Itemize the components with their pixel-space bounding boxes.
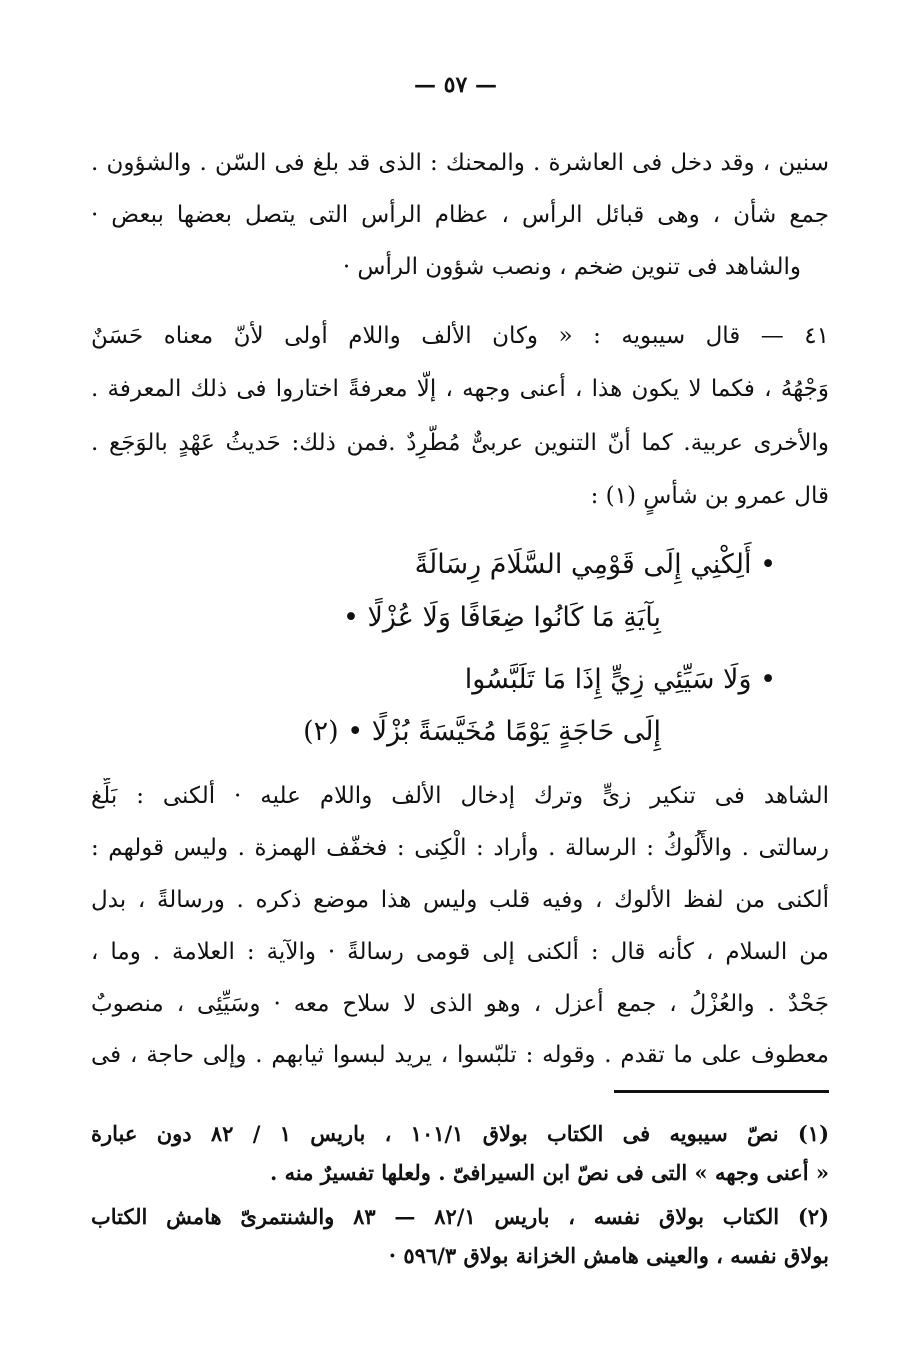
text-line: سنين ، وقد دخل فى العاشرة . والمحنك : الذى قد بلغ فى السّن . والشؤون . bbox=[91, 150, 829, 176]
text-line: ألكنى من لفظ الألوك ، وفيه قلب وليس هذا موضع ذكره . ورسالةً ، بدل bbox=[91, 887, 829, 913]
verse-line: بِآيَةِ مَا كَانُوا ضِعَافًا وَلَا عُزْلًا • bbox=[342, 602, 661, 633]
verse-line: • أَلِكْنِي إِلَى قَوْمِي السَّلَامَ رِسَالَةً bbox=[414, 549, 776, 580]
page-number: — ٥٧ — bbox=[414, 72, 497, 98]
text-line: الشاهد فى تنكير زىٍّ وترك إدخال الألف واللام عليه · ألكنى : بَلِّغ bbox=[91, 783, 829, 809]
text-line: رسالتى . والأَلُوكُ : الرسالة . وأراد : الْكِنى : فخفّف الهمزة . وليس قولهم : bbox=[91, 835, 829, 861]
text-line: وَجْهُهُ ، فكما لا يكون هذا ، أعنى وجهه ، إلّا معرفةً اختاروا فى ذلك المعرفة . bbox=[91, 376, 829, 402]
text-line: جمع شأن ، وهى قبائل الرأس ، عظام الرأس التى يتصل بعضها ببعض · bbox=[91, 202, 829, 228]
text-line: من السلام ، كأنه قال : ألكنى إلى قومى رسالةً · والآية : العلامة . وما ، bbox=[91, 939, 829, 965]
footnote-divider bbox=[614, 1090, 829, 1093]
text-line: قال عمرو بن شأسٍ (١) : bbox=[590, 483, 829, 509]
verse-line: إِلَى حَاجَةٍ يَوْمًا مُخَيَّسَةً بُزْلًا • (٢) bbox=[303, 716, 661, 747]
footnote-line: (٢) الكتاب بولاق نفسه ، باريس ٨٢/١ — ٨٣ والشنتمرىّ هامش الكتاب bbox=[91, 1204, 829, 1229]
footnote-line: (١) نصّ سيبويه فى الكتاب بولاق ١٠١/١ ، باريس ١ / ٨٢ دون عبارة bbox=[91, 1121, 829, 1146]
footnote-line: بولاق نفسه ، والعينى هامش الخزانة بولاق ٥٩٦/٣ · bbox=[388, 1243, 829, 1268]
footnote-line: « أعنى وجهه » التى فى نصّ ابن السيرافىّ . ولعلها تفسيرٌ منه . bbox=[270, 1160, 829, 1185]
text-line: جَحْدٌ . والعُزْلُ ، جمع أعزل ، وهو الذى لا سلاح معه · وسَيِّئِى ، منصوبٌ bbox=[91, 991, 829, 1017]
text-line: والأخرى عربية. كما أنّ التنوين عربىٌّ مُطّرِدٌ .فمن ذلك: حَديثُ عَهْدٍ بالوَجَع . bbox=[91, 430, 829, 456]
verse-line: • وَلَا سَيِّئِي زِيٍّ إِذَا مَا تَلَبَّسُوا bbox=[464, 664, 776, 695]
text-line: ٤١ — قال سيبويه : « وكان الألف واللام أولى لأنّ معناه حَسَنٌ bbox=[91, 323, 829, 349]
text-line: معطوف على ما تقدم . وقوله : تلبّسوا ، يريد لبسوا ثيابهم . وإلى حاجة ، فى bbox=[91, 1042, 829, 1068]
text-line: والشاهد فى تنوين ضخم ، ونصب شؤون الرأس · bbox=[342, 254, 801, 280]
